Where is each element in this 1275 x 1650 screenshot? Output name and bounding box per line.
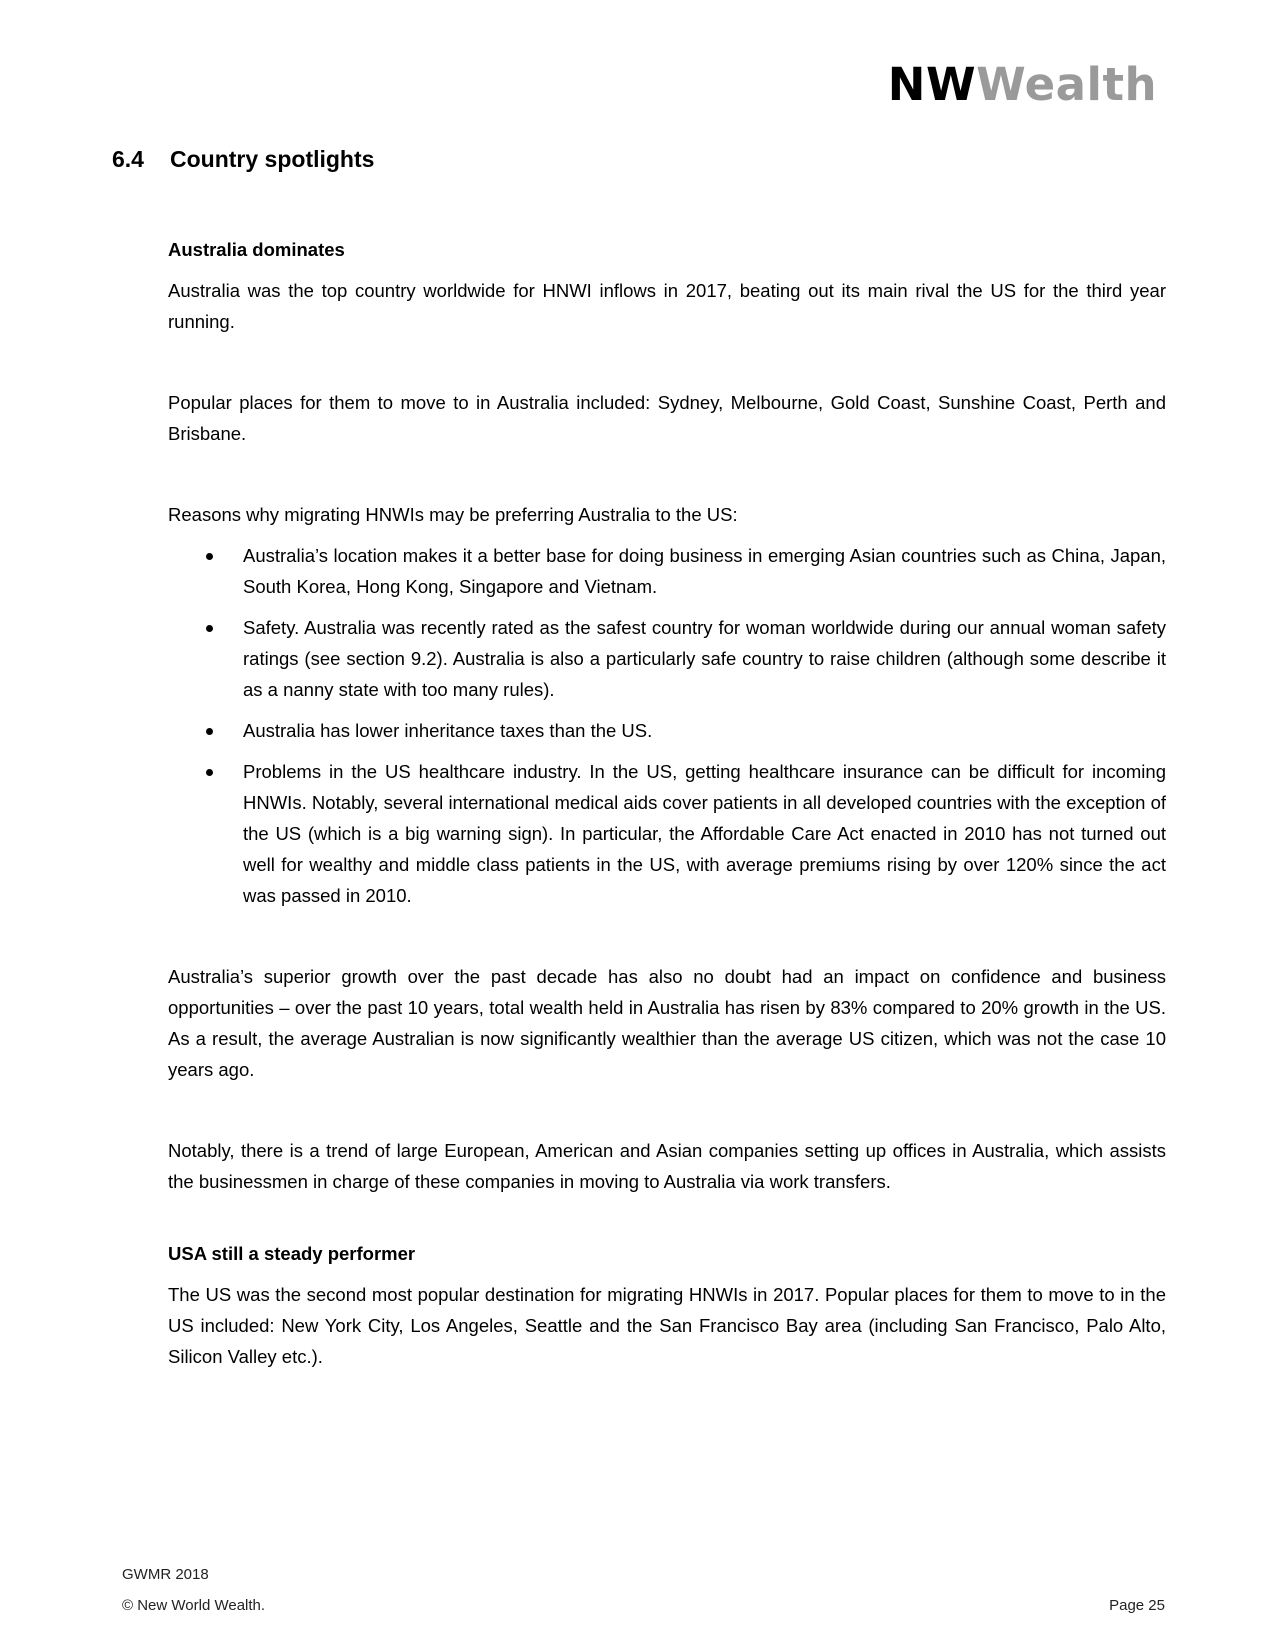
footer-report-name: GWMR 2018: [122, 1566, 209, 1583]
usa-heading: USA still a steady performer: [168, 1243, 416, 1264]
logo-wealth-text: Wealth: [976, 58, 1157, 111]
logo-nw-text: NW: [887, 58, 977, 111]
australia-paragraph-3: Reasons why migrating HNWIs may be preferring Australia to the US:: [168, 504, 738, 525]
list-item: [168, 612, 1166, 705]
list-item-text: Problems in the US healthcare industry. In the US, getting healthcare insurance can be difficult for incoming HNWIs. Notably, several international medical aids cover patients in all developed countries with the exception of the US (which is a big warning sign). In particular, the Affordable Care Act enacted in 2010 has not turned out well for wealthy and middle class patients in the US, with average premiums rising by over 120% since the act was passed in 2010.: [243, 761, 1166, 906]
bullet-icon: [206, 769, 213, 776]
document-body: [168, 234, 1166, 1372]
usa-paragraph-1: The US was the second most popular destination for migrating HNWIs in 2017. Popular places for them to move to in the US included: New York City, Los Angeles, Seattle and the San Francisco Bay area (including San Francisco, Palo Alto, Silicon Valley etc.).: [168, 1284, 1166, 1367]
list-item: [168, 756, 1166, 911]
reasons-list: [168, 540, 1166, 911]
list-item-text: Australia’s location makes it a better base for doing business in emerging Asian countries such as China, Japan, South Korea, Hong Kong, Singapore and Vietnam.: [243, 545, 1166, 597]
australia-heading: Australia dominates: [168, 239, 345, 260]
australia-paragraph-2: Popular places for them to move to in Australia included: Sydney, Melbourne, Gold Coast, Sunshine Coast, Perth and Brisbane.: [168, 392, 1166, 444]
logo: [887, 58, 1157, 111]
section-title: Country spotlights: [170, 146, 375, 172]
section-heading: [112, 146, 374, 173]
australia-paragraph-4: Australia’s superior growth over the past decade has also no doubt had an impact on confidence and business opportunities – over the past 10 years, total wealth held in Australia has risen by 83% compared to 20% growth in the US. As a result, the average Australian is now significantly wealthier than the average US citizen, which was not the case 10 years ago.: [168, 966, 1166, 1080]
section-number: 6.4: [112, 146, 144, 172]
list-item: [168, 715, 1166, 746]
page-number: Page 25: [1109, 1597, 1165, 1614]
bullet-icon: [206, 625, 213, 632]
bullet-icon: [206, 553, 213, 560]
list-item-text: Australia has lower inheritance taxes than the US.: [243, 720, 653, 741]
australia-paragraph-5: Notably, there is a trend of large European, American and Asian companies setting up offices in Australia, which assists the businessmen in charge of these companies in moving to Australia via work transfers.: [168, 1140, 1166, 1192]
australia-paragraph-1: Australia was the top country worldwide for HNWI inflows in 2017, beating out its main rival the US for the third year running.: [168, 280, 1166, 332]
list-item: [168, 540, 1166, 602]
footer-copyright: © New World Wealth.: [122, 1597, 266, 1614]
list-item-text: Safety. Australia was recently rated as the safest country for woman worldwide during our annual woman safety ratings (see section 9.2). Australia is also a particularly safe country to raise children (although some describe it as a nanny state with too many rules).: [243, 617, 1166, 700]
bullet-icon: [206, 728, 213, 735]
